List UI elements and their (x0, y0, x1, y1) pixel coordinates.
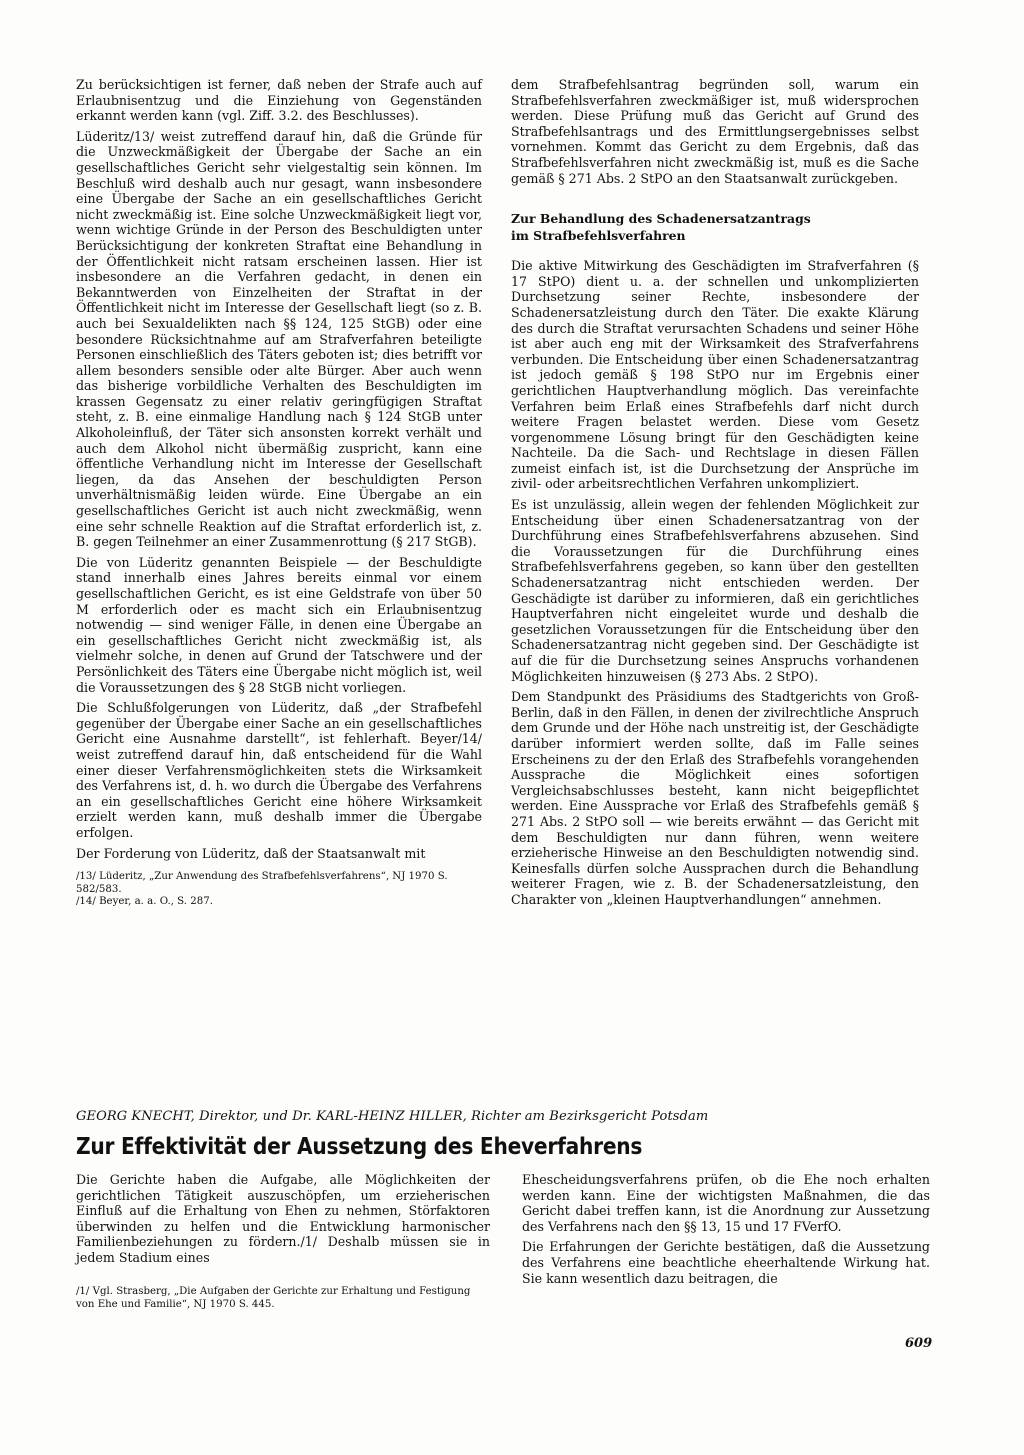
paragraph: dem Strafbefehlsantrag begründen soll, warum ein Strafbefehlsverfahren zweckmäßiger ist, muß widersprochen werden. Diese Prüfung muß das Gericht auf Grund des Strafbefehlsantrags und des Ermittlungsergebnisses selbst vornehmen. Kommt das Gericht zu dem Ergebnis, daß das Strafbefehlsverfahren nicht zweckmäßig ist, muß es die Sache gemäß § 271 Abs. 2 StPO an den Staatsanwalt zurückgeben. (511, 77, 919, 186)
subheading-line: im Strafbefehlsverfahren (511, 228, 686, 244)
paragraph: Lüderitz/13/ weist zutreffend darauf hin, daß die Gründe für die Unzweckmäßigkeit der Übergabe der Sache an ein gesellschaftliches Gericht sehr vielgestaltig sein können. Im Beschluß wird deshalb auch nur gesagt, wann insbesondere eine Übergabe der Sache an ein gesellschaftliches Gericht nicht zweckmäßig ist. Eine solche Unzweckmäßigkeit liegt vor, wenn wichtige Gründe in der Person des Beschuldigten unter Berücksichtigung der konkreten Straftat eine Behandlung in der Öffentlichkeit nicht ratsam erscheinen lassen. Hier ist insbesondere an die Verfahren gedacht, in denen ein Bekanntwerden von Einzelheiten der Straftat in der Öffentlichkeit nicht im Interesse der Gesellschaft liegt (so z. B. auch bei Sexualdelikten nach §§ 124, 125 StGB) oder eine besondere Rücksichtnahme auf am Strafverfahren beteiligte Personen einschließlich des Täters geboten ist; dies betrifft vor allem besonders sensible oder alte Bürger. Aber auch wenn das bisherige vorbildliche Verhalten des Beschuldigten im krassen Gegensatz zu einer relativ geringfügigen Straftat steht, z. B. eine einmalige Handlung nach § 124 StGB unter Alkoholeinfluß, der Täter sich ansonsten korrekt verhält und auch dem Alkohol nicht übermäßig zuspricht, kann eine öffentliche Verhandlung nicht im Interesse der Gesellschaft liegen, da das Ansehen der beschuldigten Person unverhältnismäßig leiden würde. Eine Übergabe an ein gesellschaftliches Gericht ist auch nicht zweckmäßig, wenn eine sehr schnelle Reaktion auf die Straftat erforderlich ist, z. B. gegen Teilnehmer an einer Zusammenrottung (§ 217 StGB). (76, 128, 482, 550)
right-text-column (511, 77, 919, 913)
left-text-column (76, 77, 482, 909)
paragraph: Der Forderung von Lüderitz, daß der Staatsanwalt mit (76, 845, 426, 861)
paragraph: Ehescheidungsverfahrens prüfen, ob die Ehe noch erhalten werden kann. Eine der wichtigsten Maßnahmen, die das Gericht dabei treffen kann, ist die Anordnung zur Aussetzung des Verfahrens nach den §§ 13, 15 und 17 FVerfO. (522, 1172, 930, 1234)
article-footnote: /1/ Vgl. Strasberg, „Die Aufgaben der Gerichte zur Erhaltung und Festigung von Ehe und Familie“, NJ 1970 S. 445. (76, 1286, 471, 1310)
article-byline: GEORG KNECHT, Direktor, und Dr. KARL-HEINZ HILLER, Richter am Bezirksgericht Potsdam (76, 1109, 709, 1124)
footnotes (76, 871, 482, 909)
section-subheading (511, 210, 919, 244)
paragraph: Die aktive Mitwirkung des Geschädigten im Strafverfahren (§ 17 StPO) dient u. a. der schnellen und unkomplizierten Durchsetzung seiner Rechte, insbesondere der Schadenersatzleistung durch den Täter. Die exakte Klärung des durch die Straftat verursachten Schadens und seiner Höhe ist aber auch eng mit der Wirksamkeit des Strafverfahrens verbunden. Die Entscheidung über einen Schadenersatzantrag ist jedoch gemäß § 198 StPO nur im Ergebnis einer gerichtlichen Hauptverhandlung möglich. Das vereinfachte Verfahren beim Erlaß eines Strafbefehls darf nicht durch weitere Fragen belastet werden. Diese vom Gesetz vorgenommene Lösung bringt für den Geschädigten keine Nachteile. Da die Sach- und Rechtslage in diesen Fällen zumeist einfach ist, ist die Durchsetzung der Ansprüche im zivil- oder arbeitsrechtlichen Verfahren unkompliziert. (511, 258, 919, 492)
paragraph: Die Gerichte haben die Aufgabe, alle Möglichkeiten der gerichtlichen Tätigkeit auszuschöpfen, um erzieherischen Einfluß auf die Erhaltung von Ehen zu nehmen, Störfaktoren überwinden zu helfen und die Entwicklung harmonischer Familienbeziehungen zu fördern./1/ Deshalb müssen sie in jedem Stadium eines (76, 1172, 490, 1265)
paragraph: Dem Standpunkt des Präsidiums des Stadtgerichts von Groß-Berlin, daß in den Fällen, in denen der zivilrechtliche Anspruch dem Grunde und der Höhe nach unstreitig ist, der Geschädigte darüber informiert werden sollte, daß im Falle seines Erscheinens zu der den Erlaß des Strafbefehls vorangehenden Aussprache die Möglichkeit eines sofortigen Vergleichsabschlusses besteht, kann nicht beigepflichtet werden. Eine Aussprache vor Erlaß des Strafbefehls gemäß § 271 Abs. 2 StPO soll — wie bereits erwähnt — das Gericht mit dem Beschuldigten nur dann führen, wenn weitere erzieherische Hinweise an den Beschuldigten notwendig sind. Keinesfalls dürfen solche Aussprachen durch die Behandlung weiterer Fragen, wie z. B. der Schadenersatzleistung, den Charakter von „kleinen Hauptverhandlungen“ annehmen. (511, 689, 919, 907)
footnote: /14/ Beyer, a. a. O., S. 287. (76, 896, 213, 908)
article-right-column (522, 1172, 930, 1291)
paragraph: Zu berücksichtigen ist ferner, daß neben der Strafe auch auf Erlaubnisentzug und die Einziehung von Gegenständen erkannt werden kann (vgl. Ziff. 3.2. des Beschlusses). (76, 77, 482, 124)
paragraph: Die Erfahrungen der Gerichte bestätigen, daß die Aussetzung des Verfahrens eine beachtliche eheerhaltende Wirkung hat. Sie kann wesentlich dazu beitragen, die (522, 1239, 930, 1286)
paragraph: Die Schlußfolgerungen von Lüderitz, daß „der Strafbefehl gegenüber der Übergabe einer Sache an ein gesellschaftliches Gericht eine Ausnahme darstellt“, ist fehlerhaft. Beyer/14/ weist zutreffend darauf hin, daß entscheidend für die Wahl einer dieser Verfahrensmöglichkeiten stets die Wirksamkeit des Verfahrens ist, d. h. wo durch die Übergabe des Verfahrens an ein gesellschaftliches Gericht eine höhere Wirksamkeit erzielt werden kann, muß deshalb immer die Übergabe erfolgen. (76, 700, 482, 840)
paragraph: Die von Lüderitz genannten Beispiele — der Beschuldigte stand innerhalb eines Jahres bereits einmal vor einem gesellschaftlichen Gericht, es ist eine Geldstrafe von über 50 M erforderlich oder es macht sich ein Erlaubnisentzug notwendig — sind weniger Fälle, in denen eine Übergabe an ein gesellschaftliches Gericht nicht zweckmäßig ist, als vielmehr solche, in denen auf Grund der Tatschwere und der Persönlichkeit des Täters eine Übergabe nicht möglich ist, weil die Voraussetzungen des § 28 StGB nicht vorliegen. (76, 554, 482, 695)
footnote: /13/ Lüderitz, „Zur Anwendung des Strafbefehlsverfahrens“, NJ 1970 S. 582/583. (76, 871, 448, 895)
article-left-column (76, 1172, 490, 1271)
page-number: 609 (905, 1336, 933, 1351)
article-title: Zur Effektivität der Aussetzung des Eheverfahrens (76, 1132, 643, 1160)
paragraph: Es ist unzulässig, allein wegen der fehlenden Möglichkeit zur Entscheidung über einen Schadenersatzantrag von der Durchführung eines Strafbefehlsverfahrens abzusehen. Sind die Voraussetzungen für die Durchführung eines Strafbefehlsverfahrens gegeben, so kann über den gestellten Schadenersatzantrag nicht entschieden werden. Der Geschädigte ist darüber zu informieren, daß ein gerichtliches Hauptverfahren nicht eingeleitet wurde und deshalb die gesetzlichen Voraussetzungen für die Entscheidung über den Schadenersatzantrag nicht gegeben sind. Der Geschädigte ist auf die für die Durchsetzung seines Anspruchs vorhandenen Möglichkeiten hinzuweisen (§ 273 Abs. 2 StPO). (511, 497, 919, 684)
subheading-line: Zur Behandlung des Schadenersatzantrags (511, 211, 811, 227)
